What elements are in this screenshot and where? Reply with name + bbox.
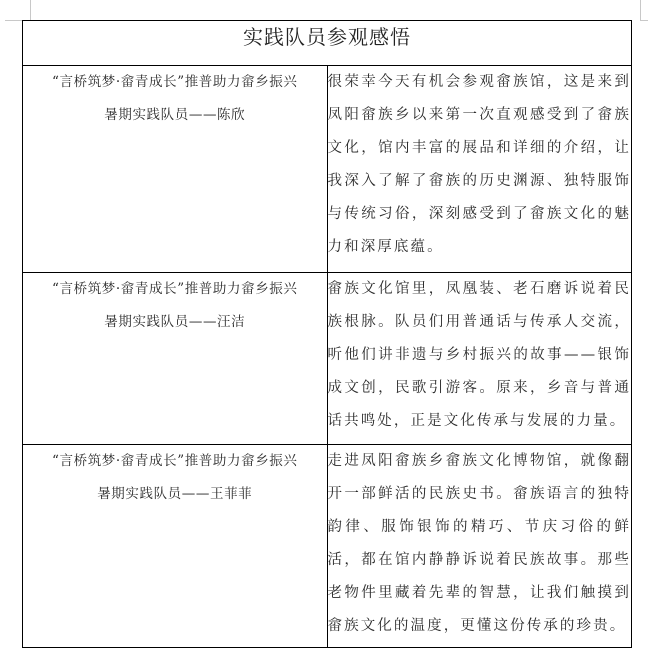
member-name: 暑期实践队员——汪洁 bbox=[104, 314, 246, 330]
project-name: “言桥筑梦·畲青成长”推普助力畲乡振兴 bbox=[52, 453, 298, 469]
member-name: 暑期实践队员——陈欣 bbox=[104, 107, 246, 123]
member-cell bbox=[23, 66, 328, 273]
crop-mark-top-right-horizontal bbox=[640, 20, 648, 21]
member-cell bbox=[23, 273, 328, 445]
title-row bbox=[23, 21, 632, 66]
table-row bbox=[23, 445, 632, 648]
reflection-text: 走进凤阳畲族乡畲族文化博物馆，就像翻开一部鲜活的民族史书。畲族语言的独特韵律、服饰银饰的精巧、节庆习俗的鲜活，都在馆内静静诉说着民族故事。那些老物件里藏着先辈的智慧，让我们触摸到畲族文化的温度，更懂这份传承的珍贵。 bbox=[327, 445, 632, 648]
crop-mark-top-left-vertical bbox=[30, 0, 31, 20]
crop-mark-top-right-vertical bbox=[640, 0, 641, 20]
member-name: 暑期实践队员——王菲菲 bbox=[97, 486, 253, 502]
table-row bbox=[23, 66, 632, 273]
crop-mark-top-left-horizontal bbox=[5, 20, 23, 21]
member-cell bbox=[23, 445, 328, 648]
project-name: “言桥筑梦·畲青成长”推普助力畲乡振兴 bbox=[52, 74, 298, 90]
reflection-text: 很荣幸今天有机会参观畲族馆，这是来到凤阳畲族乡以来第一次直观感受到了畲族文化，馆内丰富的展品和详细的介绍，让我深入了解了畲族的历史渊源、独特服饰与传统习俗，深刻感受到了畲族文化的魅力和深厚底蕴。 bbox=[327, 66, 632, 273]
reflections-table bbox=[22, 20, 632, 648]
table-title: 实践队员参观感悟 bbox=[23, 21, 632, 66]
project-name: “言桥筑梦·畲青成长”推普助力畲乡振兴 bbox=[52, 281, 298, 297]
table-row bbox=[23, 273, 632, 445]
reflection-text: 畲族文化馆里，凤凰装、老石磨诉说着民族根脉。队员们用普通话与传承人交流，听他们讲非遗与乡村振兴的故事——银饰成文创，民歌引游客。原来，乡音与普通话共鸣处，正是文化传承与发展的力量。 bbox=[327, 273, 632, 445]
